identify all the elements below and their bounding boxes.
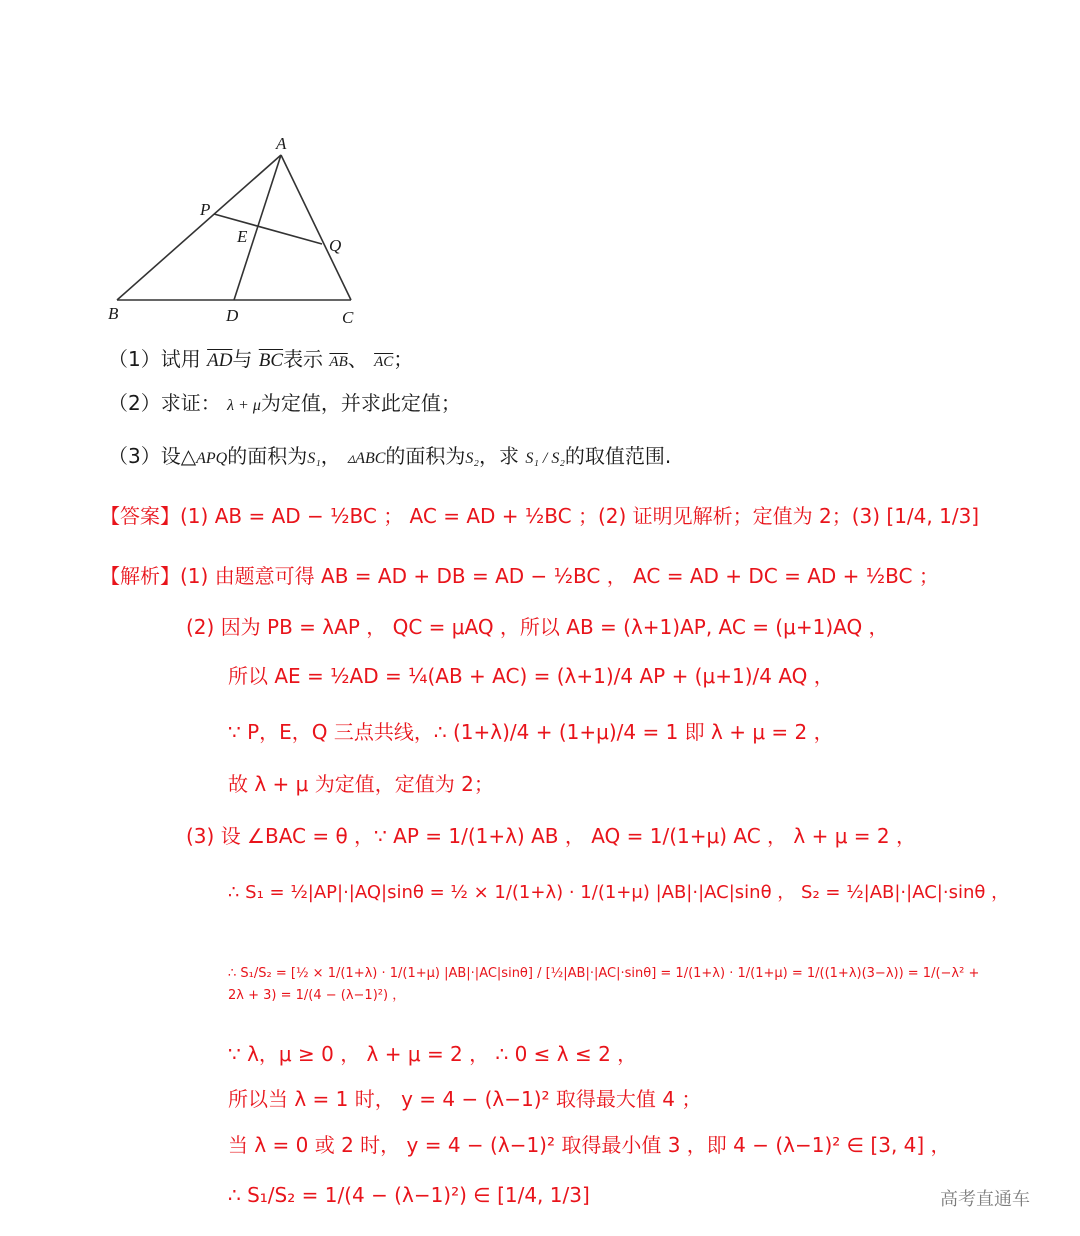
analysis-line-2: (2) 因为 PB = λAP ， QC = μAQ ，所以 AB = (λ+1)AP, AC = (μ+1)AQ ， xyxy=(186,615,889,639)
analysis-line-11: 当 λ = 0 或 2 时， y = 4 − (λ−1)² 取得最小值 3 ，即 4 − (λ−1)² ∈ [3, 4] ， xyxy=(228,1133,951,1157)
analysis-line-4: ∵ P，E，Q 三点共线，∴ (1+λ)/4 + (1+μ)/4 = 1 即 λ + μ = 2 ， xyxy=(228,720,834,744)
label-P: P xyxy=(200,200,211,219)
analysis-line-3: 所以 AE = ½AD = ¼(AB + AC) = (λ+1)/4 AP + (μ+1)/4 AQ ， xyxy=(228,664,834,688)
label-B: B xyxy=(108,304,119,323)
analysis-line-8: ∴ S₁/S₂ = [½ × 1/(1+λ) · 1/(1+μ) |AB|·|AC|sinθ] / [½|AB|·|AC|·sinθ] = 1/(1+λ) · 1/(1+μ) = 1/((1+λ)(3−λ)) = 1/(−λ² + 2λ + 3) = 1/(4 − (λ−1)²) ， xyxy=(228,966,980,1003)
question-1: （1）试用 $\overline{AD}$与 $\overline{BC}$表示 $\overline{AB}$、 $\overline{AC}$； xyxy=(108,347,414,371)
analysis-line-9: ∵ λ，μ ≥ 0 ， λ + μ = 2 ， ∴ 0 ≤ λ ≤ 2 ， xyxy=(228,1042,638,1066)
analysis-tag: 【解析】 xyxy=(100,564,180,588)
watermark: 高考直通车 xyxy=(940,1189,1030,1210)
analysis-line-10: 所以当 λ = 1 时， y = 4 − (λ−1)² 取得最大值 4 ； xyxy=(228,1087,702,1111)
label-D: D xyxy=(226,306,239,325)
label-A: A xyxy=(276,134,287,153)
analysis-line-12: ∴ S₁/S₂ = 1/(4 − (λ−1)²) ∈ [1/4, 1/3] xyxy=(228,1183,590,1207)
analysis-line-5: 故 λ + μ 为定值，定值为 2； xyxy=(228,772,494,796)
question-2: （2）求证： λ + μ为定值，并求此定值； xyxy=(108,391,461,415)
question-3: （3）设△APQ的面积为S₁， ▵ABC的面积为S₂，求 S₁ / S₂的取值范围. xyxy=(108,444,672,468)
analysis-line-6: (3) 设 ∠BAC = θ ，∵ AP = 1/(1+λ) AB ， AQ = 1/(1+μ) AC ， λ + μ = 2 ， xyxy=(186,824,916,848)
label-E: E xyxy=(237,227,248,246)
analysis-line-7: ∴ S₁ = ½|AP|·|AQ|sinθ = ½ × 1/(1+λ) · 1/(1+μ) |AB|·|AC|sinθ ， S₂ = ½|AB|·|AC|·sinθ ， xyxy=(228,882,1010,903)
answer-tag: 【答案】 xyxy=(100,504,180,528)
label-C: C xyxy=(342,308,354,327)
label-Q: Q xyxy=(329,236,342,255)
analysis-line-1: 【解析】(1) 由题意可得 AB = AD + DB = AD − ½BC ， AC = AD + DC = AD + ½BC ； xyxy=(100,564,939,588)
answer-line: 【答案】(1) AB = AD − ½BC ； AC = AD + ½BC ；(2) 证明见解析；定值为 2；(3) [1/4, 1/3] xyxy=(100,504,980,528)
